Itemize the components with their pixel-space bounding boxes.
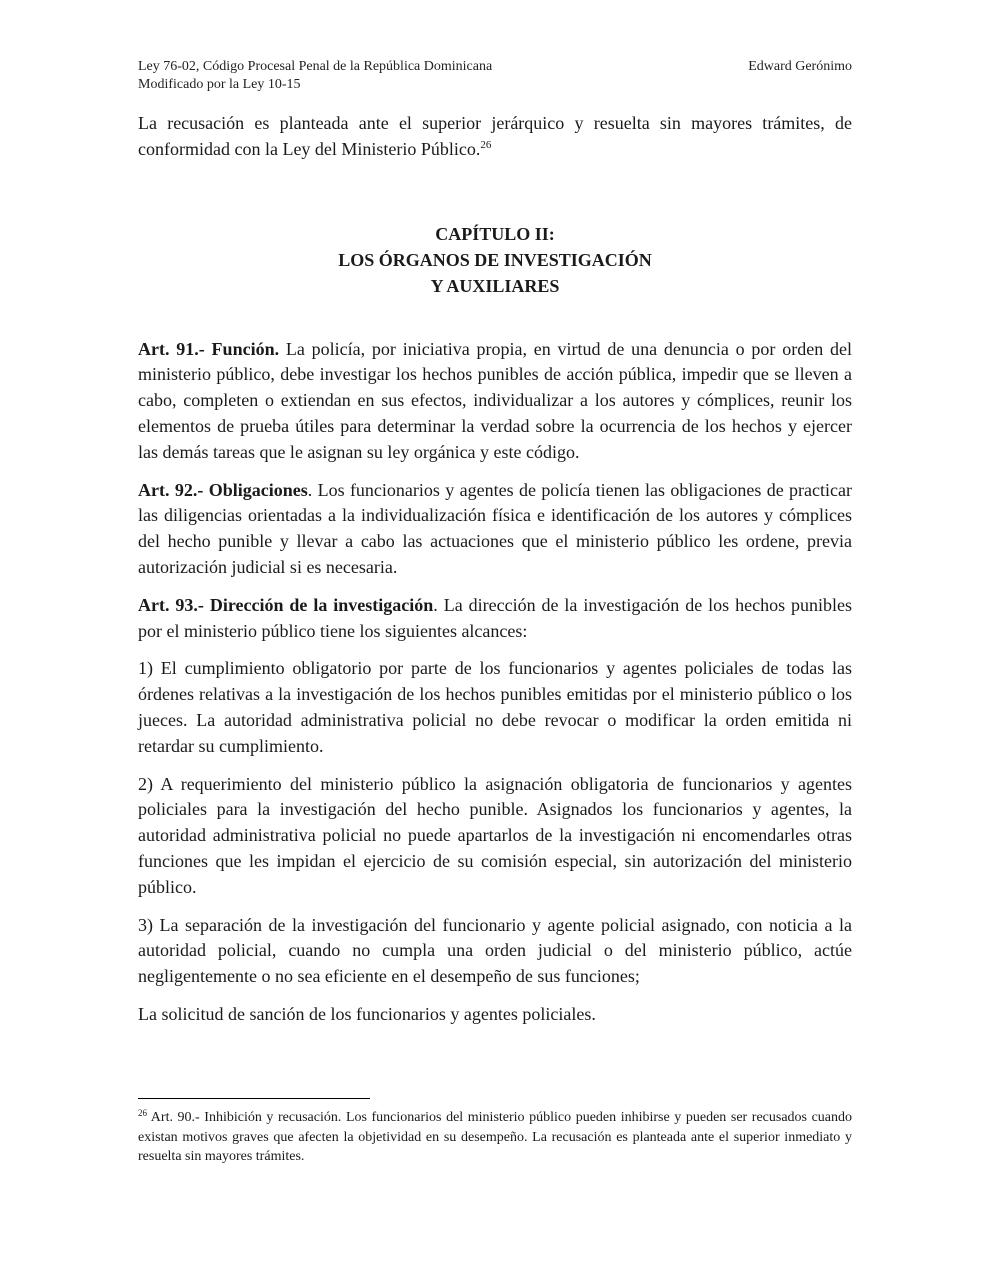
footnote-number: 26 xyxy=(138,1108,147,1118)
document-page xyxy=(138,58,852,1028)
article-92 xyxy=(138,478,852,581)
header-title: Ley 76-02, Código Procesal Penal de la República Dominicana xyxy=(138,59,493,74)
chapter-heading xyxy=(138,221,852,299)
article-92-heading: Art. 92.- Obligaciones xyxy=(138,479,308,500)
chapter-title-line2: Y AUXILIARES xyxy=(430,275,560,296)
article-91-text: La policía, por iniciativa propia, en virtud de una denuncia o por orden del ministerio público, debe investigar los hechos punibles de acción pública, impedir que se lleven a cabo, completen o extiendan en sus efectos, individualizar a los autores y cómplices, reunir los elementos de prueba útiles para determinar la verdad sobre la ocurrencia de los hechos y ejercer las demás tareas que le asignan su ley orgánica y este código. xyxy=(138,338,852,462)
article-93-text: . La dirección de la investigación de los hechos punibles por el ministerio público tiene los siguientes alcances: xyxy=(138,594,852,641)
article-92-text: . Los funcionarios y agentes de policía tienen las obligaciones de practicar las diligencias orientadas a la individualización física e identificación de los autores y cómplices del hecho punible y llevar a cabo las actuaciones que el ministerio público les ordene, previa autorización judicial si es necesaria. xyxy=(138,479,852,577)
chapter-number: CAPÍTULO II: xyxy=(435,223,555,244)
footnote-text: Art. 90.- Inhibición y recusación. Los funcionarios del ministerio público pueden inhibirse y pueden ser recusados cuando existan motivos graves que afecten la objetividad en su desempeño. La recusación es planteada ante el superior inmediato y resuelta sin mayores trámites. xyxy=(138,1110,852,1164)
closing-paragraph: La solicitud de sanción de los funcionarios y agentes policiales. xyxy=(138,1003,596,1024)
intro-paragraph xyxy=(138,111,852,163)
header-subtitle: Modificado por la Ley 10-15 xyxy=(138,77,301,92)
article-93-heading: Art. 93.- Dirección de la investigación xyxy=(138,594,434,615)
article-93 xyxy=(138,593,852,645)
header-author: Edward Gerónimo xyxy=(748,59,852,74)
footnote-reference[interactable]: 26 xyxy=(480,138,492,151)
article-91-heading: Art. 91.- Función. xyxy=(138,338,280,359)
footnote xyxy=(138,1108,852,1167)
intro-text: La recusación es planteada ante el superior jerárquico y resuelta sin mayores trámites, de conformidad con la Ley del Ministerio Público. xyxy=(138,113,852,159)
footnote-separator xyxy=(138,1098,370,1099)
chapter-title-line1: LOS ÓRGANOS DE INVESTIGACIÓN xyxy=(338,249,652,270)
list-item-3: 3) La separación de la investigación del funcionario y agente policial asignado, con noticia a la autoridad policial, cuando no cumpla una orden judicial o del ministerio público, actúe negligentemente o no sea eficiente en el desempeño de sus funciones; xyxy=(138,914,852,987)
list-item-1: 1) El cumplimiento obligatorio por parte de los funcionarios y agentes policiales de todas las órdenes relativas a la investigación de los hechos punibles emitidas por el ministerio público o los jueces. La autoridad administrativa policial no debe revocar o modificar la orden emitida ni retardar su cumplimiento. xyxy=(138,658,852,756)
list-item-2: 2) A requerimiento del ministerio público la asignación obligatoria de funcionarios y agentes policiales para la investigación del hecho punible. Asignados los funcionarios y agentes, la autoridad administrativa policial no puede apartarlos de la investigación ni encomendarles otras funciones que les impidan el ejercicio de su comisión especial, sin autorización del ministerio público. xyxy=(138,773,852,897)
article-91 xyxy=(138,337,852,466)
page-header xyxy=(138,58,852,94)
